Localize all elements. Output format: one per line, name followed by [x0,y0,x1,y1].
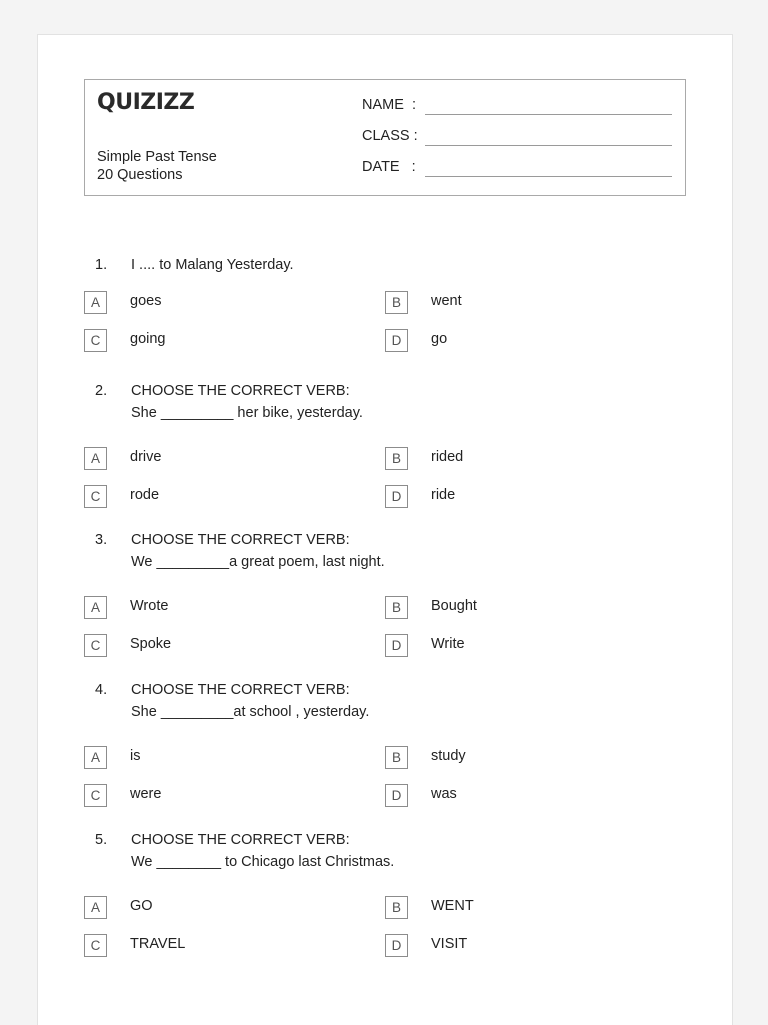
option-letter-box[interactable]: C [84,485,107,508]
question-count: 20 Questions [97,167,183,183]
option-text: ride [431,487,456,503]
question-sentence: We _________a great poem, last night. [131,554,385,570]
option-text: rode [130,487,160,503]
option-text: WENT [431,898,474,914]
option-text: goes [130,293,162,309]
brand-logo: QUIZIZZ [97,90,195,115]
option-letter-box[interactable]: A [84,291,107,314]
question-number: 5. [95,832,108,848]
option-letter-box[interactable]: A [84,896,107,919]
question-sentence: We ________ to Chicago last Christmas. [131,854,395,870]
class-label: CLASS : [362,128,418,144]
option-text: went [431,293,462,309]
date-line [425,176,672,177]
option-letter-box[interactable]: C [84,784,107,807]
option-letter-box[interactable]: D [385,784,408,807]
option-letter-box[interactable]: B [385,291,408,314]
question-prompt: CHOOSE THE CORRECT VERB: [131,832,350,848]
question-number: 4. [95,682,108,698]
option-text: Wrote [130,598,169,614]
option-letter-box[interactable]: D [385,634,408,657]
question-prompt: CHOOSE THE CORRECT VERB: [131,682,350,698]
option-letter-box[interactable]: B [385,596,408,619]
option-letter-box[interactable]: A [84,746,107,769]
option-text: rided [431,449,464,465]
option-text: going [130,331,166,347]
option-letter-box[interactable]: A [84,596,107,619]
option-letter-box[interactable]: A [84,447,107,470]
quiz-title: Simple Past Tense [97,149,217,165]
option-text: drive [130,449,162,465]
option-text: study [431,748,466,764]
option-text: were [130,786,162,802]
class-line [425,145,672,146]
option-text: GO [130,898,153,914]
worksheet-page [37,34,733,1025]
option-letter-box[interactable]: C [84,329,107,352]
option-text: Spoke [130,636,172,652]
option-letter-box[interactable]: B [385,896,408,919]
option-text: go [431,331,448,347]
option-text: Bought [431,598,477,614]
option-letter-box[interactable]: C [84,634,107,657]
option-letter-box[interactable]: D [385,485,408,508]
name-line [425,114,672,115]
option-text: is [130,748,141,764]
option-text: was [431,786,457,802]
option-text: VISIT [431,936,468,952]
question-number: 1. [95,257,108,273]
question-prompt: CHOOSE THE CORRECT VERB: [131,532,350,548]
option-letter-box[interactable]: C [84,934,107,957]
question-sentence: She _________at school , yesterday. [131,704,370,720]
question-sentence: She _________ her bike, yesterday. [131,405,363,421]
option-text: Write [431,636,465,652]
question-prompt: I .... to Malang Yesterday. [131,257,294,273]
question-number: 3. [95,532,108,548]
option-letter-box[interactable]: D [385,934,408,957]
question-prompt: CHOOSE THE CORRECT VERB: [131,383,350,399]
question-number: 2. [95,383,108,399]
option-letter-box[interactable]: B [385,447,408,470]
name-label: NAME : [362,97,416,113]
option-text: TRAVEL [130,936,186,952]
date-label: DATE : [362,159,416,175]
option-letter-box[interactable]: D [385,329,408,352]
worksheet-header [84,79,686,196]
option-letter-box[interactable]: B [385,746,408,769]
